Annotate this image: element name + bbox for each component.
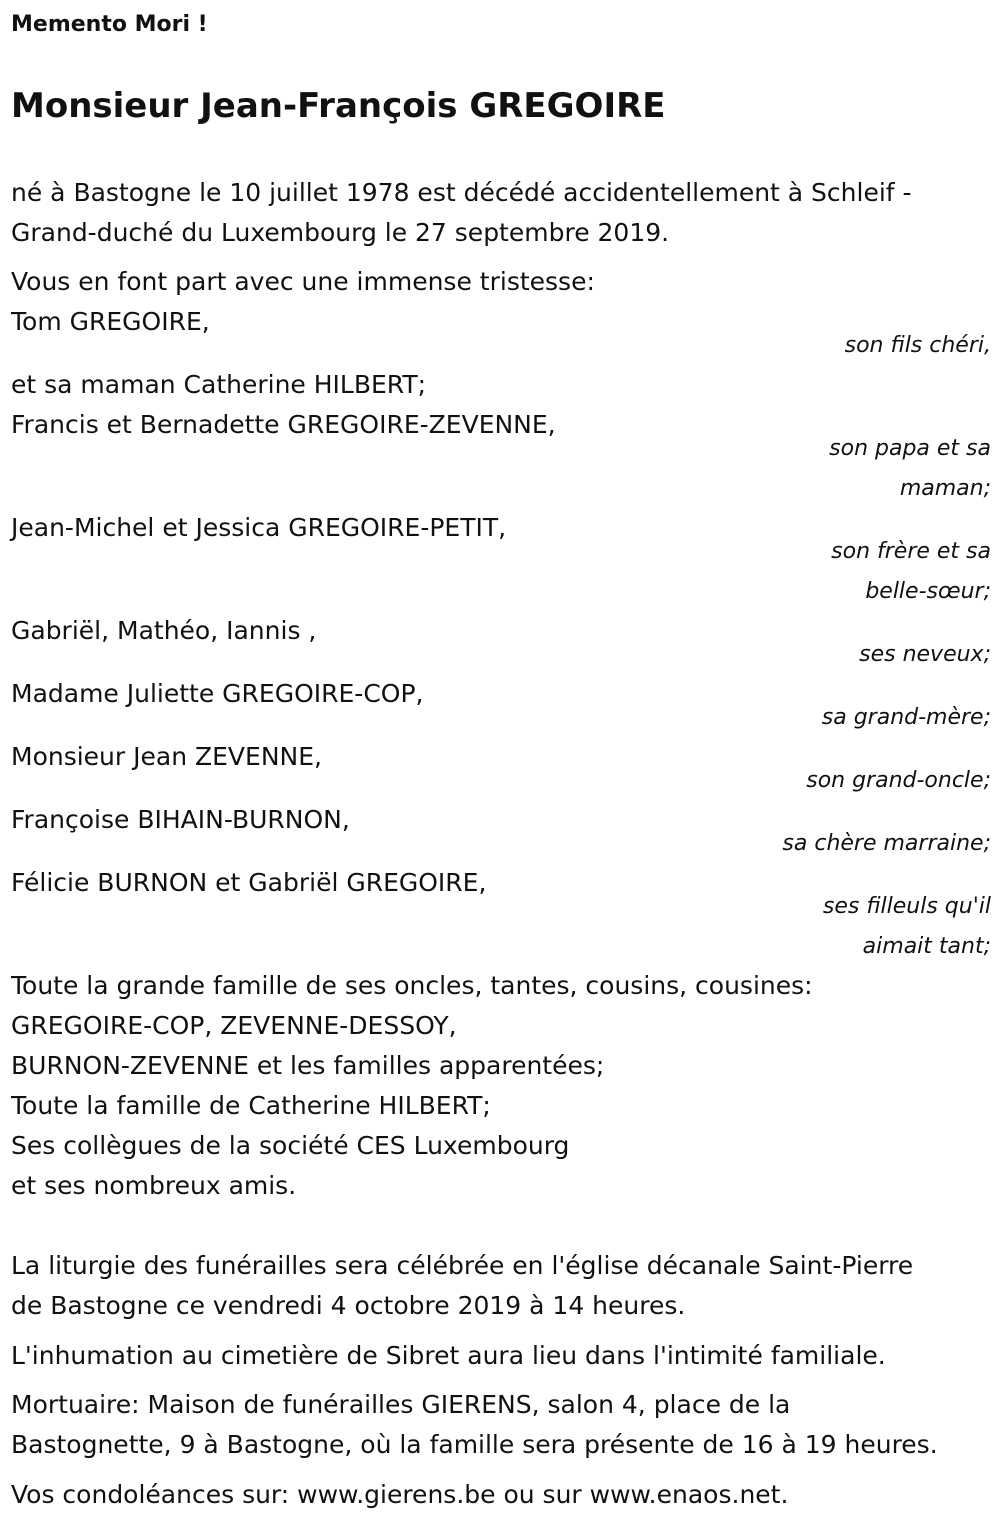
burial-line: L'inhumation au cimetière de Sibret aura lieu dans l'intimité familiale. (11, 1341, 886, 1370)
family-member-name: Madame Juliette GREGOIRE-COP, (11, 679, 424, 708)
family-member-name: Françoise BIHAIN-BURNON, (11, 805, 350, 834)
condolences-line: Vos condoléances sur: www.gierens.be ou sur www.enaos.net. (11, 1480, 789, 1509)
family-member-relation: ses neveux; (859, 642, 991, 667)
family-member-relation: son papa et sa (829, 436, 991, 461)
intro-line: Grand-duché du Luxembourg le 27 septembre 2019. (11, 218, 670, 247)
family-member-relation: maman; (899, 476, 991, 501)
family-member-name: Francis et Bernadette GREGOIRE-ZEVENNE, (11, 410, 556, 439)
extended-family-line: GREGOIRE-COP, ZEVENNE-DESSOY, (11, 1011, 457, 1040)
extended-family-line: et ses nombreux amis. (11, 1171, 297, 1200)
family-member-relation: sa grand-mère; (821, 705, 991, 730)
site-brand: Memento Mori ! (11, 12, 208, 37)
family-member-relation: son fils chéri, (844, 333, 991, 358)
family-member-relation: ses filleuls qu'il (822, 894, 991, 919)
family-member-relation: sa chère marraine; (782, 831, 991, 856)
intro-line: né à Bastogne le 10 juillet 1978 est décédé accidentellement à Schleif - (11, 178, 912, 207)
announcement-text: Vous en font part avec une immense tristesse: (11, 267, 595, 296)
family-member-relation: aimait tant; (862, 934, 991, 959)
mortuary-line: Mortuaire: Maison de funérailles GIERENS, salon 4, place de la (11, 1390, 791, 1419)
extended-family-line: Toute la grande famille de ses oncles, tantes, cousins, cousines: (11, 971, 813, 1000)
extended-family-line: Ses collègues de la société CES Luxembourg (11, 1131, 570, 1160)
family-member-relation: son frère et sa (831, 539, 991, 564)
family-member-name: Jean-Michel et Jessica GREGOIRE-PETIT, (11, 513, 507, 542)
liturgy-line: de Bastogne ce vendredi 4 octobre 2019 à 14 heures. (11, 1291, 686, 1320)
family-member-relation: belle-sœur; (865, 579, 991, 604)
family-member-name: Tom GREGOIRE, (11, 307, 210, 336)
liturgy-line: La liturgie des funérailles sera célébrée en l'église décanale Saint-Pierre (11, 1251, 914, 1280)
extended-family-line: BURNON-ZEVENNE et les familles apparentées; (11, 1051, 605, 1080)
family-member-name: Félicie BURNON et Gabriël GREGOIRE, (11, 868, 487, 897)
family-member-name: Monsieur Jean ZEVENNE, (11, 742, 322, 771)
family-member-relation: son grand-oncle; (806, 768, 991, 793)
mortuary-line: Bastognette, 9 à Bastogne, où la famille sera présente de 16 à 19 heures. (11, 1430, 938, 1459)
family-member-name: et sa maman Catherine HILBERT; (11, 370, 427, 399)
deceased-name-title: Monsieur Jean-François GREGOIRE (11, 86, 666, 126)
family-member-name: Gabriël, Mathéo, Iannis , (11, 616, 317, 645)
extended-family-line: Toute la famille de Catherine HILBERT; (11, 1091, 491, 1120)
